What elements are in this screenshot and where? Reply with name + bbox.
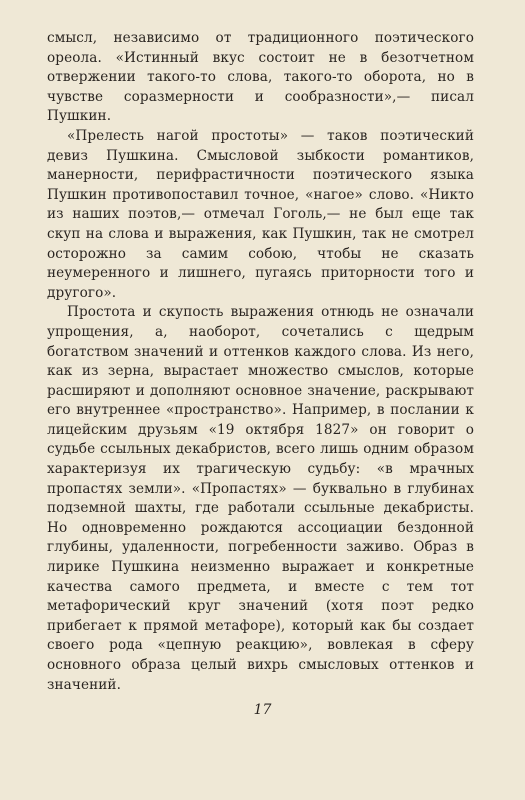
paragraph-3: Простота и скупость выражения отнюдь не означали упрощения, а, наоборот, сочетались с щедрым богатством значений и оттенков каждого слова. Из него, как из зерна, вырастает множество смыслов, которые расширяют и дополняют основное значение, раскрывают его внутреннее «пространство». Например, в послании к лицейским друзьям «19 октября 1827» он говорит о судьбе ссыльных декабристов, всего лишь одним образом характеризуя их трагическую судьбу: «в мрачных пропастях земли». «Пропастях» — буквально в глубинах подземной шахты, где работали ссыльные декабристы. Но одновременно рождаются ассоциации бездонной глубины, удаленности, погребенности заживо. Образ в лирике Пушкина неизменно выражает и конкретные качества самого предмета, и вместе с тем тот метафорический круг значений (хотя поэт редко прибегает к прямой метафоре), который как бы создает своего рода «цепную реакцию», вовлекая в сферу основного образа целый вихрь смысловых оттенков и значений. xyxy=(47,304,474,693)
body-text xyxy=(47,29,474,695)
page-number: 17 xyxy=(253,702,272,718)
paragraph-1: смысл, независимо от традиционного поэтического ореола. «Истинный вкус состоит не в безотчетном отвержении такого-то слова, такого-то оборота, но в чувстве соразмерности и сообразности»,— писал Пушкин. xyxy=(47,30,474,125)
paragraph-2: «Прелесть нагой простоты» — таков поэтический девиз Пушкина. Смысловой зыбкости романтиков, манерности, перифрастичности поэтического языка Пушкин противопоставил точное, «нагое» слово. «Никто из наших поэтов,— отмечал Гоголь,— не был еще так скуп на слова и выражения, как Пушкин, так не смотрел осторожно за самим собою, чтобы не сказать неумеренного и лишнего, пугаясь приторности того и другого». xyxy=(47,127,474,301)
